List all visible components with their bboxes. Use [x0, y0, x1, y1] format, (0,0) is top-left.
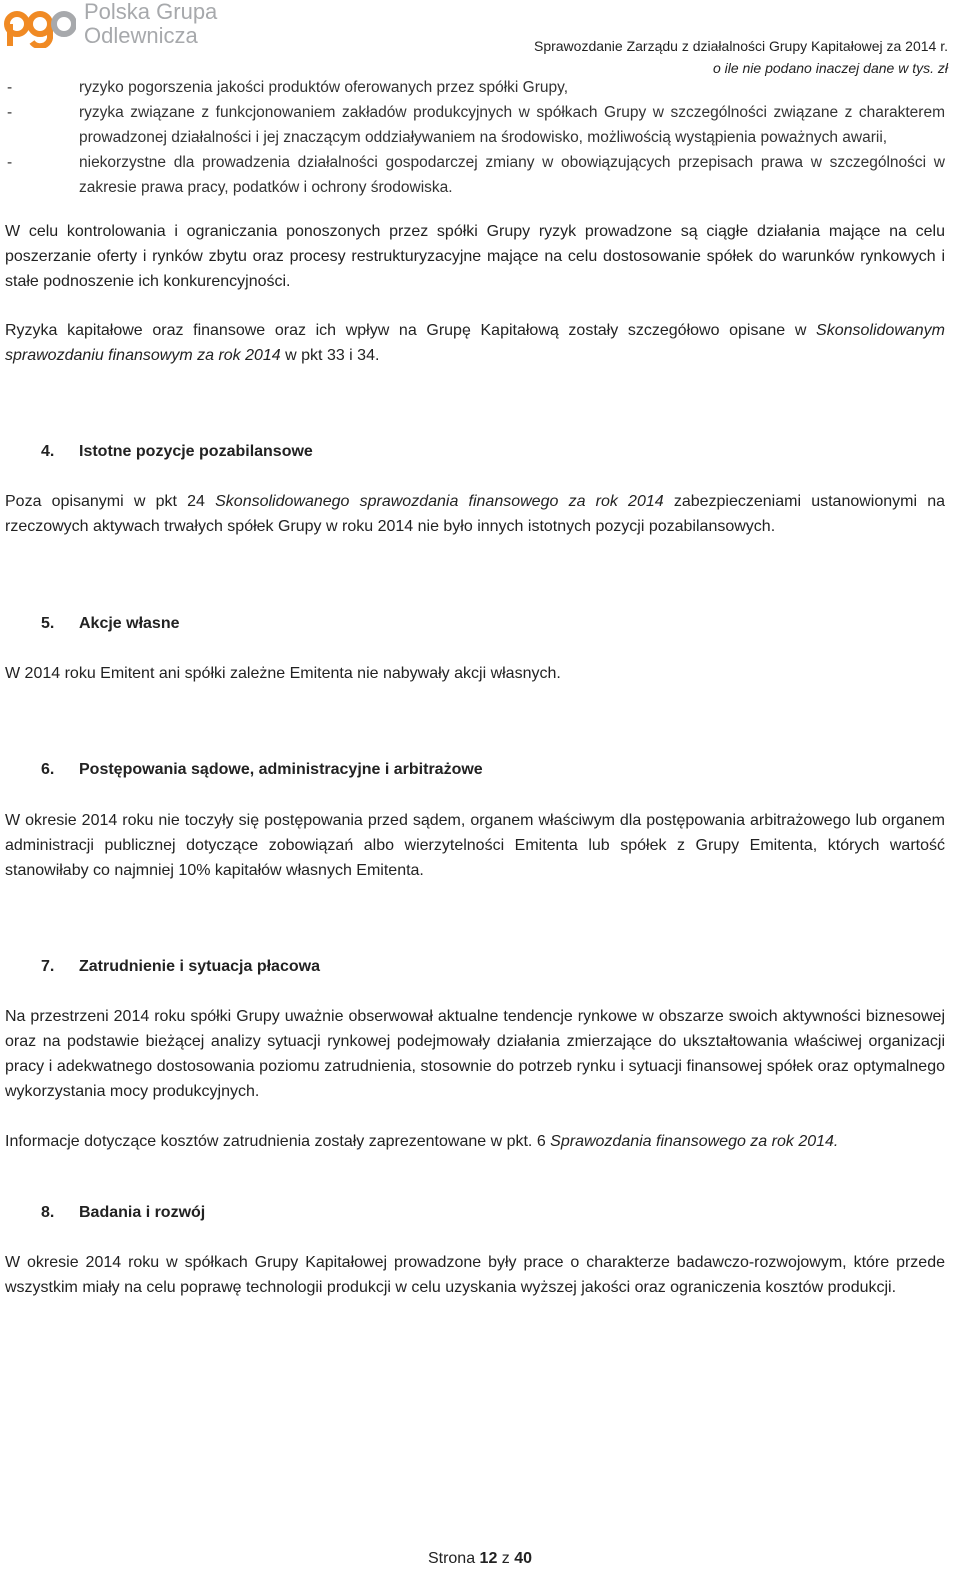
- report-title: Sprawozdanie Zarządu z działalności Grupy Kapitałowej za 2014 r.: [533, 38, 948, 54]
- paragraph: W okresie 2014 roku nie toczyły się postępowania przed sądem, organem właściwym dla postępowania arbitrażowego lub organem administracji publicznej dotyczące zobowiązań albo wierzytelności Emitenta lub spółek z Grupy Emitenta, których wartość stanowiłaby co najmniej 10% kapitałów własnych Emitenta.: [5, 812, 945, 879]
- paragraph: Poza opisanymi w pkt 24 Skonsolidowanego sprawozdania finansowego za rok 2014 zabezpieczeniami ustanowionymi na rzeczowych aktywach trwałych spółek Grupy w roku 2014 nie było innych istotnych pozycji pozabilansowych.: [5, 493, 946, 535]
- paragraph: W 2014 roku Emitent ani spółki zależne Emitenta nie nabywały akcji własnych.: [5, 665, 561, 682]
- section-heading: 5. Akcje własne: [41, 615, 180, 632]
- list-item: - ryzyko pogorszenia jakości produktów oferowanych przez spółki Grupy,: [7, 79, 569, 96]
- paragraph-risk-control: W celu kontrolowania i ograniczania ponoszonych przez spółki Grupy ryzyk prowadzone są ciągłe działania mające na celu poszerzanie oferty i rynków zbytu oraz procesy restrukturyzacyjne mające na celu dostosowanie spółek do warunków rynkowych i stałe podnoszenie ich konkurencyjności.: [5, 223, 945, 290]
- paragraph: W okresie 2014 roku w spółkach Grupy Kapitałowej prowadzone były prace o charakterze badawczo-rozwojowym, które przede wszystkim miały na celu poprawę technologii produkcji w celu uzyskania wyższej jakości oraz ograniczenia kosztów produkcji.: [5, 1254, 945, 1296]
- section-heading: 6. Postępowania sądowe, administracyjne i arbitrażowe: [41, 761, 483, 778]
- logo-text-line2: Odlewnicza: [84, 23, 198, 48]
- section-heading: 8. Badania i rozwój: [41, 1204, 206, 1221]
- document-body: [5, 75, 945, 1300]
- paragraph: Informacje dotyczące kosztów zatrudnienia zostały zaprezentowane w pkt. 6 Sprawozdania finansowego za rok 2014.: [5, 1133, 839, 1150]
- currency-note: o ile nie podano inaczej dane w tys. zł: [712, 60, 948, 76]
- page-footer: Strona 12 z 40: [427, 1550, 533, 1567]
- page-total: 40: [514, 1550, 533, 1567]
- pgo-logo-icon: [4, 2, 76, 48]
- section-heading: 7. Zatrudnienie i sytuacja płacowa: [41, 958, 320, 975]
- page-number: 12: [479, 1550, 498, 1567]
- page-header: [0, 0, 960, 76]
- logo-text-line1: Polska Grupa: [84, 0, 218, 24]
- paragraph: Na przestrzeni 2014 roku spółki Grupy uważnie obserwował aktualne tendencje rynkowe w obszarze swoich aktywności biznesowej oraz na podstawie bieżącej analizy sytuacji rynkowej podejmowały działania zmierzające do ukształtowania właściwej organizacji pracy i adekwatnego dostosowania poziomu zatrudnienia, stosownie do potrzeb rynku i sytuacji finansowej spółek oraz optymalnego wykorzystania mocy produkcyjnych.: [5, 1008, 945, 1100]
- section-heading: 4. Istotne pozycje pozabilansowe: [41, 443, 313, 460]
- list-item: - niekorzystne dla prowadzenia działalności gospodarczej zmiany w obowiązujących przepisach prawa w szczególności w zakresie prawa pracy, podatków i ochrony środowiska.: [7, 154, 945, 196]
- risk-list: [5, 75, 945, 200]
- list-item: - ryzyka związane z funkcjonowaniem zakładów produkcyjnych w spółkach Grupy w szczególności związane z charakterem prowadzonej działalności i jej znaczącym oddziaływaniem na środowisko, możliwością wystąpienia poważnych awarii,: [7, 104, 945, 146]
- paragraph-capital-risk: Ryzyka kapitałowe oraz finansowe oraz ich wpływ na Grupę Kapitałową zostały szczegółowo opisane w Skonsolidowanym sprawozdaniu finansowym za rok 2014 w pkt 33 i 34.: [5, 322, 945, 364]
